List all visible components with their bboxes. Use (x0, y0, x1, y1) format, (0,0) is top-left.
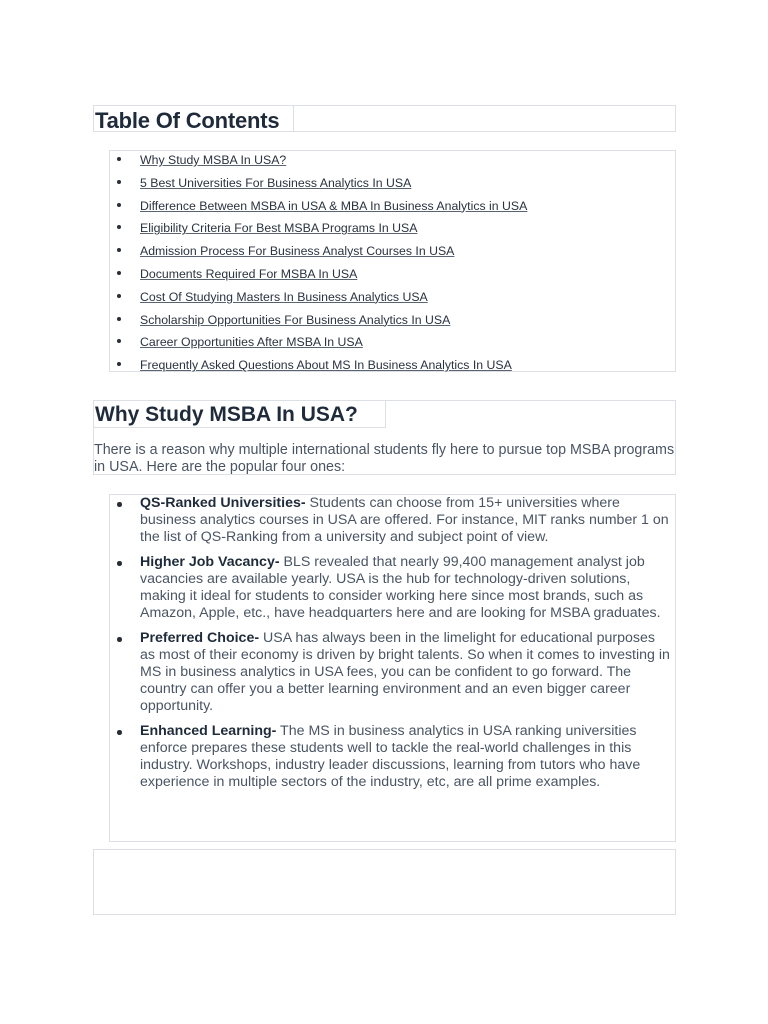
reason-lead: Higher Job Vacancy- (140, 554, 280, 570)
reason-item (110, 554, 675, 622)
bullet-icon (117, 180, 121, 184)
reason-text: USA has always been in the limelight for educational purposes as most of their economy is driven by bright talents. So when it comes to investing in MS in business analytics in USA fees, you can be confident to go forward. The country can offer you a better learning environment and an even bigger career opportunity. (140, 630, 670, 714)
reason-text: BLS revealed that nearly 99,400 management analyst job vacancies are available yearly. USA is the hub for technology-driven solutions, making it ideal for students to consider working here since most brands, such as Amazon, Apple, etc., have headquarters here and are looking for MSBA graduates. (140, 554, 661, 621)
toc-title-cell (94, 106, 294, 131)
bullet-icon (117, 317, 121, 321)
reasons-box (109, 494, 676, 842)
bullet-icon (117, 730, 122, 735)
toc-item (110, 356, 675, 379)
bullet-icon (117, 294, 121, 298)
empty-content-box (93, 849, 676, 915)
section-heading: Why Study MSBA In USA? (95, 403, 358, 426)
toc-link[interactable]: Why Study MSBA In USA? (140, 153, 287, 167)
reason-lead: Enhanced Learning- (140, 723, 277, 739)
bullet-icon (117, 203, 121, 207)
toc-link[interactable]: 5 Best Universities For Business Analytics In USA (140, 175, 412, 190)
why-section-box (93, 400, 676, 475)
reason-text: The MS in business analytics in USA ranking universities enforce prepares these students well to tackle the real-world challenges in this industry. Workshops, industry leader discussions, learning from tutors who have experience in multiple sectors of the industry, etc, are all prime examples. (140, 723, 641, 790)
reason-item (110, 723, 675, 791)
toc-item (110, 242, 675, 265)
toc-list-box (109, 150, 676, 372)
reasons-list (110, 495, 675, 799)
toc-title: Table Of Contents (95, 108, 280, 133)
toc-link[interactable]: Career Opportunities After MSBA In USA (140, 335, 363, 350)
toc-link[interactable]: Documents Required For MSBA In USA (140, 266, 358, 281)
toc-item (110, 333, 675, 356)
toc-item (110, 151, 675, 174)
toc-link[interactable]: Eligibility Criteria For Best MSBA Programs In USA (140, 221, 418, 236)
bullet-icon (117, 637, 122, 642)
section-intro: There is a reason why multiple international students fly here to pursue top MSBA programs in USA. Here are the popular four ones: (94, 442, 675, 475)
toc-item (110, 288, 675, 311)
reason-lead: QS-Ranked Universities- (140, 495, 306, 511)
toc-item (110, 311, 675, 334)
reason-lead: Preferred Choice- (140, 630, 260, 646)
toc-title-box (93, 105, 676, 132)
toc-link[interactable]: Admission Process For Business Analyst Courses In USA (140, 244, 455, 259)
bullet-icon (117, 225, 121, 229)
bullet-icon (117, 248, 121, 252)
toc-link[interactable]: Cost Of Studying Masters In Business Analytics USA (140, 289, 428, 304)
toc-item (110, 265, 675, 288)
toc-link[interactable]: Scholarship Opportunities For Business Analytics In USA (140, 312, 451, 327)
toc-item (110, 174, 675, 197)
bullet-icon (117, 362, 121, 366)
toc-link[interactable]: Difference Between MSBA in USA & MBA In Business Analytics in USA (140, 198, 528, 213)
reason-item (110, 495, 675, 546)
bullet-icon (117, 271, 121, 275)
toc-item (110, 197, 675, 220)
bullet-icon (117, 339, 121, 343)
toc-item (110, 219, 675, 242)
toc-list (110, 151, 675, 379)
reason-item (110, 630, 675, 715)
bullet-icon (117, 157, 121, 161)
bullet-icon (117, 502, 122, 507)
bullet-icon (117, 561, 122, 566)
toc-link[interactable]: Frequently Asked Questions About MS In Business Analytics In USA (140, 358, 512, 373)
why-heading-cell (94, 401, 386, 428)
reason-text: Students can choose from 15+ universities where business analytics courses in USA are offered. For instance, MIT ranks number 1 on the list of QS-Ranking from a university and subject point of view. (140, 495, 669, 545)
